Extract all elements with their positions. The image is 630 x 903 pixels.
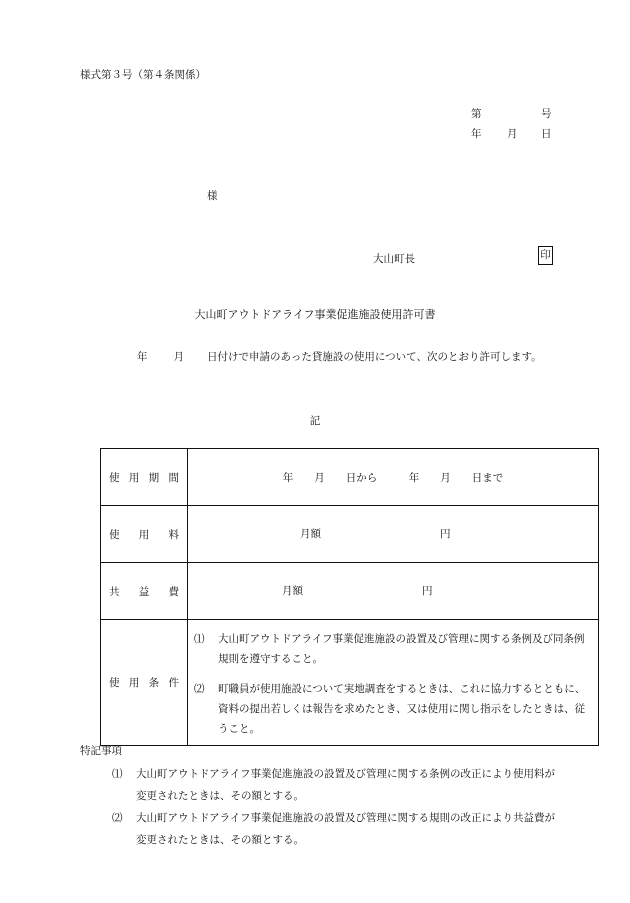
fee-row <box>101 506 599 563</box>
ki-heading: 記 <box>309 415 321 427</box>
period-label-char: 間 <box>168 471 179 484</box>
date-day: 日 <box>541 128 552 140</box>
fee-label-char: 料 <box>168 528 179 541</box>
fee-label-char: 使 <box>109 528 120 541</box>
conditions-label-char: 件 <box>168 677 179 689</box>
form-number: 様式第３号（第４条関係） <box>80 69 206 81</box>
date-month: 月 <box>507 128 518 140</box>
document-title: 大山町アウトドアライフ事業促進施設使用許可書 <box>194 308 436 321</box>
fee-value <box>188 506 599 563</box>
conditions-label <box>101 620 188 746</box>
common-fee-label-char: 共 <box>109 585 120 598</box>
common-fee-label-char: 益 <box>138 585 150 598</box>
period-row <box>101 449 599 506</box>
notes-heading: 特記事項 <box>80 745 122 757</box>
period-text: 年 月 日から 年 月 日まで <box>282 471 504 484</box>
common-fee-row <box>101 563 599 620</box>
common-fee-label <box>101 563 188 620</box>
fee-monthly: 月額 <box>300 528 321 540</box>
permit-table <box>100 448 599 746</box>
intro-month: 月 <box>173 351 184 363</box>
seal-box: 印 <box>538 246 553 265</box>
period-label-char: 期 <box>148 471 160 484</box>
conditions-label-char: 条 <box>148 677 160 689</box>
period-label <box>101 449 188 506</box>
period-label-char: 使 <box>109 471 120 484</box>
common-fee-yen: 円 <box>422 585 433 597</box>
note-item <box>112 807 562 851</box>
period-value <box>188 449 599 506</box>
condition-number: ⑴ <box>194 632 205 645</box>
condition-text: 町職員が使用施設について実地調査をするときは、これに協力するとともに、資料の提出若しくは報告を求めたとき、又は使用に関し指示をしたときは、従うこと。 <box>218 682 586 735</box>
conditions-label-char: 使 <box>109 677 120 689</box>
common-fee-monthly: 月額 <box>282 585 303 597</box>
note-text: 大山町アウトドアライフ事業促進施設の設置及び管理に関する規則の改正により共益費が変更されたときは、その額とする。 <box>136 812 556 846</box>
condition-text: 大山町アウトドアライフ事業促進施設の設置及び管理に関する条例及び同条例規則を遵守すること。 <box>218 632 585 665</box>
conditions-row <box>101 620 599 746</box>
note-number: ⑵ <box>112 812 123 824</box>
doc-number-label: 第 <box>471 108 482 120</box>
note-number: ⑴ <box>112 768 123 780</box>
issuer: 大山町長 <box>373 253 415 265</box>
note-item <box>112 763 562 807</box>
condition-item <box>194 679 592 739</box>
fee-label-char: 用 <box>138 528 150 541</box>
condition-number: ⑵ <box>194 682 205 695</box>
common-fee-value <box>188 563 599 620</box>
addressee-suffix: 様 <box>207 190 218 202</box>
date-year: 年 <box>471 128 482 140</box>
fee-yen: 円 <box>440 528 451 540</box>
intro-paragraph <box>80 347 560 368</box>
period-label-char: 用 <box>128 471 140 484</box>
intro-text: 日付けで申請のあった貸施設の使用について、次のとおり許可します。 <box>207 351 542 363</box>
conditions-label-char: 用 <box>128 677 140 689</box>
common-fee-label-char: 費 <box>168 585 179 598</box>
conditions-value <box>188 620 599 746</box>
fee-label <box>101 506 188 563</box>
intro-year: 年 <box>137 351 148 363</box>
condition-item <box>194 629 592 669</box>
note-text: 大山町アウトドアライフ事業促進施設の設置及び管理に関する条例の改正により使用料が変更されたときは、その額とする。 <box>136 768 556 802</box>
doc-number-suffix: 号 <box>541 108 552 120</box>
